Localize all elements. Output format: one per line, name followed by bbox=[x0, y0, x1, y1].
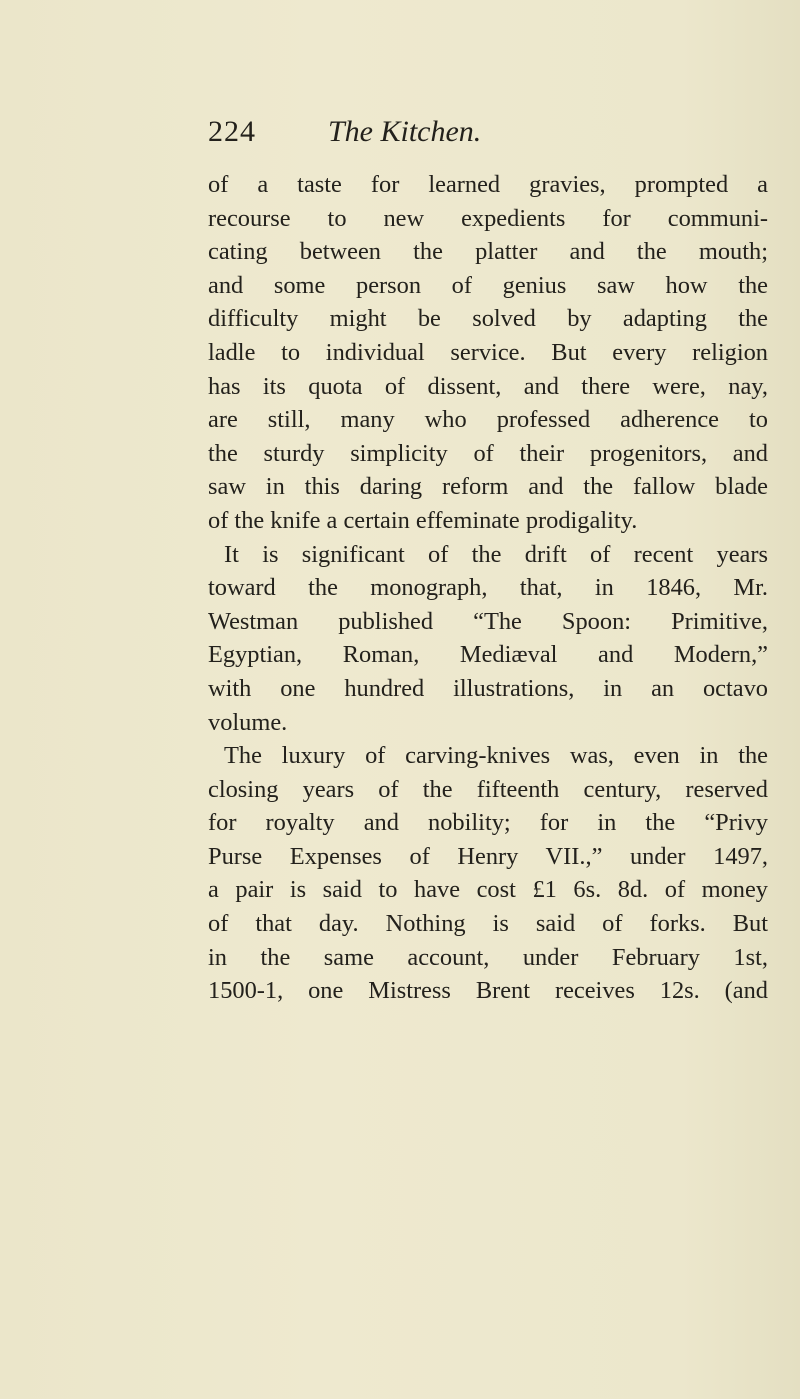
text-line: of that day. Nothing is said of forks. But bbox=[208, 910, 768, 938]
text-line: toward the monograph, that, in 1846, Mr. bbox=[208, 574, 768, 602]
text-line: Purse Expenses of Henry VII.,” under 1497, bbox=[208, 842, 768, 870]
text-line: the sturdy simplicity of their progenitors, and bbox=[208, 439, 768, 467]
text-line: are still, many who professed adherence to bbox=[208, 406, 768, 434]
text-line: volume. bbox=[208, 708, 288, 736]
body-text bbox=[208, 168, 768, 1008]
text-line: Egyptian, Roman, Mediæval and Modern,” bbox=[208, 641, 768, 669]
text-line: a pair is said to have cost £1 6s. 8d. of money bbox=[208, 876, 768, 904]
running-head: The Kitchen. bbox=[328, 115, 482, 148]
page-header bbox=[208, 112, 628, 152]
text-line: in the same account, under February 1st, bbox=[208, 943, 768, 971]
text-line: for royalty and nobility; for in the “Privy bbox=[208, 809, 768, 837]
text-line: of a taste for learned gravies, prompted a bbox=[208, 171, 768, 198]
text-line: cating between the platter and the mouth; bbox=[208, 238, 768, 266]
text-line: It is significant of the drift of recent years bbox=[224, 540, 768, 568]
text-line: saw in this daring reform and the fallow blade bbox=[208, 473, 768, 501]
text-line: Westman published “The Spoon: Primitive, bbox=[208, 607, 768, 635]
text-line: with one hundred illustrations, in an octavo bbox=[208, 674, 768, 702]
text-line: 1500-1, one Mistress Brent receives 12s. (and bbox=[208, 977, 768, 1005]
text-line: and some person of genius saw how the bbox=[208, 271, 768, 299]
text-line: difficulty might be solved by adapting the bbox=[208, 305, 768, 333]
text-line: recourse to new expedients for communi- bbox=[208, 204, 768, 232]
page-number: 224 bbox=[208, 115, 256, 148]
text-line: has its quota of dissent, and there were, nay, bbox=[208, 372, 768, 400]
text-line: The luxury of carving-knives was, even in the bbox=[224, 742, 768, 770]
text-line: ladle to individual service. But every religion bbox=[208, 338, 768, 366]
text-line: of the knife a certain effeminate prodigality. bbox=[208, 506, 638, 534]
text-line: closing years of the fifteenth century, reserved bbox=[208, 775, 768, 803]
